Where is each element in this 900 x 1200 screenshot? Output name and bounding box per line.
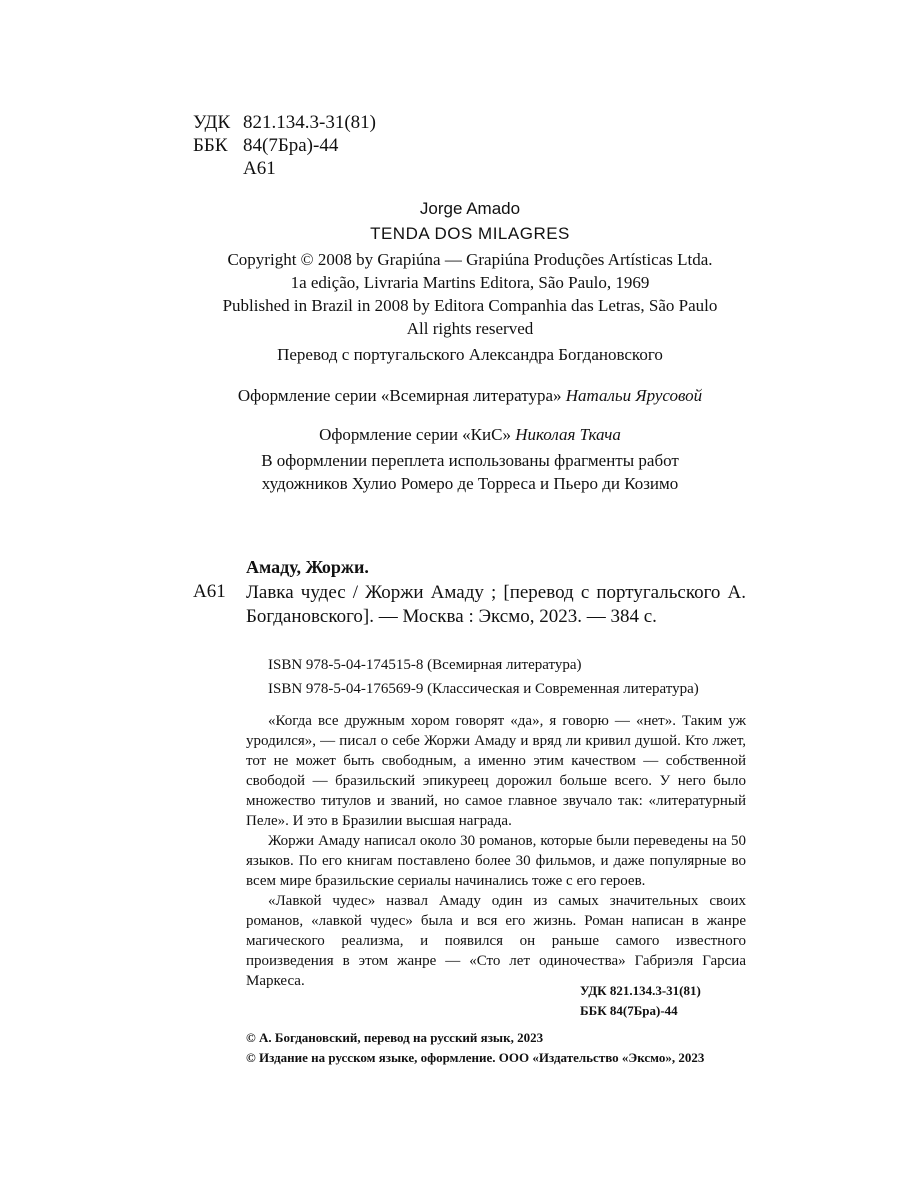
udk-label: УДК	[193, 112, 231, 133]
rights-line-edition: © Издание на русском языке, оформление. ООО «Издательство «Эксмо», 2023	[246, 1050, 705, 1065]
annotation-paragraph: «Когда все дружным хором говорят «да», я говорю — «нет». Таким уж уродился», — писал о себе Жоржи Амаду и вряд ли кривил душой. Кто лжет, тот не может быть свободным, а именно этим качеством — собственной свободой — бразильский эпикуреец дорожил больше всего. У него было множество титулов и званий, но самое главное звучало так: «литературный Пеле». И это в Бразилии высшая награда.	[246, 713, 746, 829]
series-design-credit-1	[180, 386, 760, 406]
isbn-1: ISBN 978-5-04-174515-8 (Всемирная литература)	[268, 657, 582, 673]
binding-credit	[180, 449, 760, 495]
copyright-line: Published in Brazil in 2008 by Editora Companhia das Letras, São Paulo	[222, 296, 718, 315]
series2-prefix: Оформление серии «КиС»	[319, 425, 511, 444]
isbn-2: ISBN 978-5-04-176569-9 (Классическая и Современная литература)	[268, 681, 699, 697]
annotation	[246, 711, 746, 991]
bibliographic-entry: Лавка чудес / Жоржи Амаду ; [перевод с португальского А. Богдановского]. — Москва : Эксмо, 2023. — 384 с.	[246, 582, 746, 627]
original-title: TENDA DOS MILAGRES	[370, 224, 570, 243]
udk-row	[193, 111, 376, 134]
series1-prefix: Оформление серии «Всемирная литература»	[237, 386, 562, 405]
classification-block	[193, 111, 376, 180]
copyright-block	[180, 248, 760, 340]
udk-value: 821.134.3-31(81)	[243, 112, 376, 133]
binding-line: В оформлении переплета использованы фрагменты работ	[261, 451, 679, 470]
annotation-paragraph: «Лавкой чудес» назвал Амаду один из самых значительных своих романов, «лавкой чудес» была и вся его жизнь. Роман написан в жанре магического реализма, и появился он раньше самого известного произведения в этом жанре — «Сто лет одиночества» Габриэля Гарсиа Маркеса.	[246, 893, 746, 989]
bottom-bbk: ББК 84(7Бра)-44	[580, 1003, 678, 1018]
rights-line-translation: © А. Богдановский, перевод на русский язык, 2023	[246, 1030, 544, 1045]
bibliographic-heading: Амаду, Жоржи.	[246, 557, 369, 577]
bibliographic-code: А61	[193, 581, 226, 602]
annotation-paragraph: Жоржи Амаду написал около 30 романов, которые были переведены на 50 языков. По его книгам поставлено более 30 фильмов, и даже популярные во всем мире бразильские сериалы начинались тоже с его героев.	[246, 833, 746, 889]
copyright-line: Copyright © 2008 by Grapiúna — Grapiúna Produções Artísticas Ltda.	[227, 250, 713, 269]
translation-credit: Перевод с португальского Александра Богдановского	[277, 345, 663, 364]
rights-block	[246, 1028, 704, 1068]
series-design-credit-2	[180, 425, 760, 445]
bbk-label: ББК	[193, 135, 228, 156]
bottom-classification	[580, 981, 746, 1021]
series2-designer: Николая Ткача	[515, 425, 621, 444]
copyright-line: All rights reserved	[406, 319, 534, 338]
series1-designer: Натальи Ярусовой	[565, 386, 703, 405]
bottom-udk: УДК 821.134.3-31(81)	[580, 983, 701, 998]
bbk-value: 84(7Бра)-44	[243, 135, 339, 156]
binding-line: художников Хулио Ромеро де Торреса и Пьеро ди Козимо	[261, 474, 679, 493]
original-author: Jorge Amado	[419, 199, 521, 218]
copyright-line: 1a edição, Livraria Martins Editora, São Paulo, 1969	[290, 273, 650, 292]
author-mark: А61	[243, 158, 276, 179]
bbk-row	[193, 134, 376, 157]
